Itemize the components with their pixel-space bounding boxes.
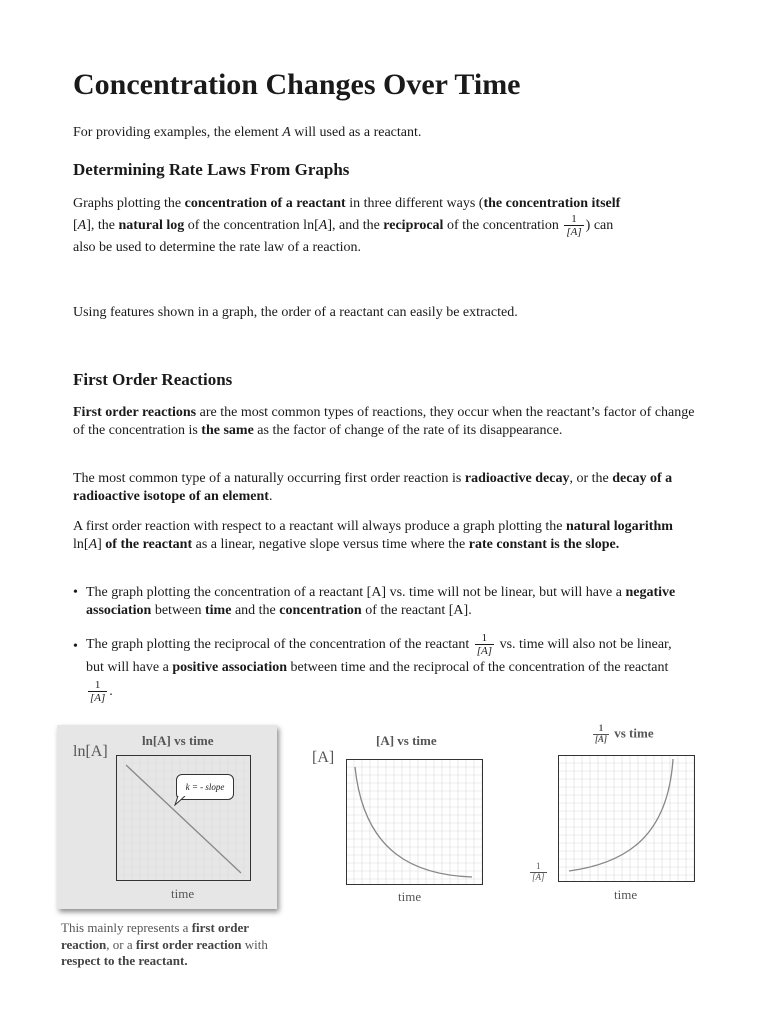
slope-annotation-bubble: k = - slope [176, 774, 234, 800]
graph-border [559, 756, 695, 882]
bullet-concentration-graph: • The graph plotting the concentration of a reactant [A] vs. time will not be linear, but will have a negative association between time and the concentration of the reactant [A]. [73, 585, 676, 618]
rate-laws-paragraph: Graphs plotting the concentration of a reactant in three different ways (the concentration itself [A], the natural log of the concentration ln[A], and the reciprocal of the concentration $\frac{1}{[A]}$ ) can also be used to determine the rate law of a reaction. [73, 196, 621, 256]
graph-border [347, 760, 483, 885]
graph-caption: This mainly represents a first order reaction, or a first order reaction with respect to the reactant. [61, 920, 268, 968]
section-heading-first-order: First Order Reactions [73, 370, 233, 389]
graph-concentration-plot [346, 759, 483, 885]
reciprocal-fraction: $\frac{1}{[A]}$ [566, 213, 582, 239]
radioactive-decay-paragraph: The most common type of a naturally occurring first order reaction is radioactive decay, or the decay of a radioactive isotope of an element. [73, 471, 673, 504]
intro-paragraph: For providing examples, the element A will used as a reactant. [73, 125, 422, 140]
graph-curve-decay [355, 767, 472, 877]
graph-grid [346, 759, 483, 885]
graph-title-ln: ln[A] vs time [142, 733, 214, 748]
bubble-pointer [174, 796, 188, 806]
bullet-dot: • [73, 585, 78, 600]
bullet-dot: • [73, 639, 78, 654]
graph-ylabel-concentration: [A] [312, 749, 335, 766]
section-heading-rate-laws: Determining Rate Laws From Graphs [73, 160, 350, 179]
graph-xlabel-ln: time [171, 886, 195, 901]
bullet-reciprocal-graph: • The graph plotting the reciprocal of the concentration of the reactant $\frac{1}{[A]}$ vs. time will also not be linear, but will have a positive association between time and the reciprocal of the concentration of the reactant $\frac{1}{[A]}$ . [73, 632, 672, 705]
first-order-definition: First order reactions are the most common types of reactions, they occur when the reactant’s factor of change of the concentration is the same as the factor of change of the rate of its disappearance. [73, 405, 695, 438]
graph-title-reciprocal: $\frac{1}{[A]}$ vs time [595, 723, 654, 744]
ylabel-fraction: $\frac{1}{[A]}$ [532, 861, 545, 882]
graph-ylabel-reciprocal [528, 862, 549, 883]
page-title: Concentration Changes Over Time [73, 68, 521, 101]
graph-curve-increasing [569, 759, 673, 871]
title-fraction: $\frac{1}{[A]}$ [595, 723, 607, 744]
reciprocal-fraction: $\frac{1}{[A]}$ [90, 679, 106, 705]
graph-xlabel-concentration: time [398, 889, 422, 904]
graph-ylabel-ln: ln[A] [73, 743, 108, 760]
natural-log-paragraph: A first order reaction with respect to a reactant will always produce a graph plotting the natural logarithm ln[A] of the reactant as a linear, negative slope versus time where the rate constant is the slope. [73, 519, 673, 552]
graph-xlabel-reciprocal: time [614, 887, 638, 902]
order-extraction-paragraph: Using features shown in a graph, the order of a reactant can easily be extracted. [73, 305, 518, 320]
graph-grid [558, 755, 695, 882]
graph-title-concentration: [A] vs time [376, 733, 437, 748]
graph-reciprocal-plot [558, 755, 695, 882]
reciprocal-fraction: $\frac{1}{[A]}$ [476, 632, 493, 658]
